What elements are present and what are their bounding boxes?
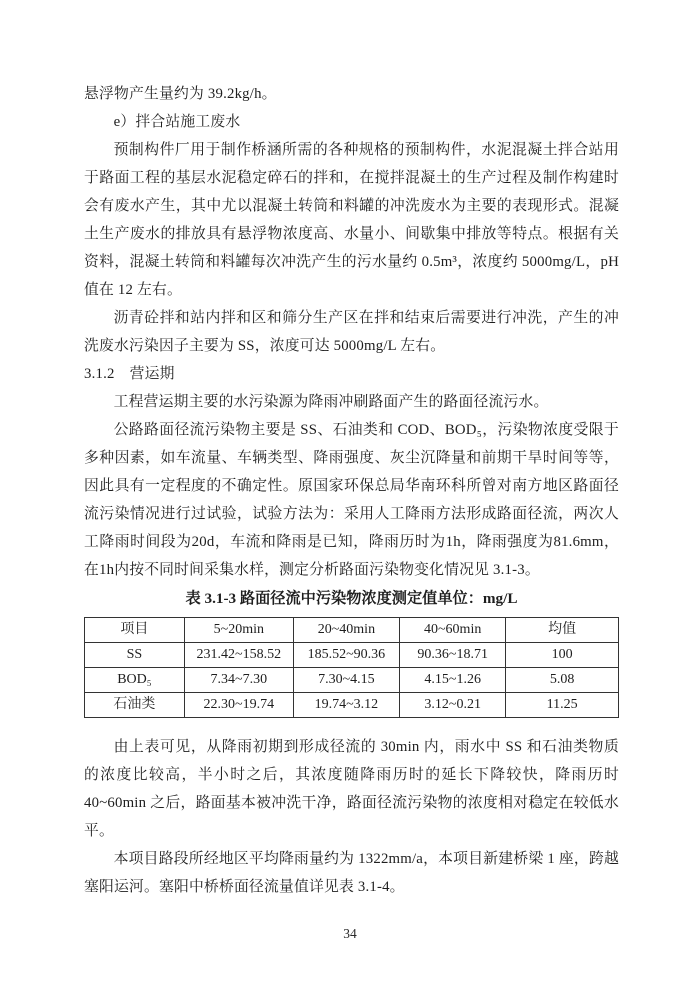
table-cell: 4.15~1.26 bbox=[400, 668, 506, 693]
table-cell: 3.12~0.21 bbox=[400, 693, 506, 718]
table-row-petroleum bbox=[85, 693, 619, 718]
table-cell: SS bbox=[85, 643, 185, 668]
table-header-20-40min: 20~40min bbox=[293, 618, 399, 643]
paragraph-bridge-runoff: 本项目路段所经地区平均降雨量约为 1322mm/a，本项目新建桥梁 1 座，跨越塞阳运河。塞阳中桥桥面径流量值详见表 3.1-4。 bbox=[84, 851, 619, 895]
table-cell: 5.08 bbox=[506, 668, 619, 693]
table-cell: 19.74~3.12 bbox=[293, 693, 399, 718]
paragraph-asphalt-station: 沥青砼拌和站内拌和区和筛分生产区在拌和结束后需要进行冲洗，产生的冲洗废水污染因子主要为 SS，浓度可达 5000mg/L 左右。 bbox=[84, 310, 619, 354]
table-3-1-3-title: 表 3.1-3 路面径流中污染物浓度测定值单位：mg/L bbox=[185, 590, 518, 607]
table-row-ss bbox=[85, 643, 619, 668]
page-number: 34 bbox=[343, 926, 357, 941]
paragraph-runoff-test: 公路路面径流污染物主要是 SS、石油类和 COD、BOD₅，污染物浓度受限于多种因素，如车流量、车辆类型、降雨强度、灰尘沉降量和前期干旱时间等等，因此具有一定程度的不确定性。原国家环保总局华南环科所曾对南方地区路面径流污染情况进行过试验，试验方法为：采用人工降雨方法形成路面径流，两次人工降雨时间段为20d，车流和降雨是已知，降雨历时为1h，降雨强度为81.6mm，在1h内按不同时间采集水样，测定分析路面污染物变化情况见 3.1-3。 bbox=[84, 422, 619, 578]
table-header-row bbox=[85, 618, 619, 643]
table-row-bod5 bbox=[85, 668, 619, 693]
table-cell: 100 bbox=[506, 643, 619, 668]
table-3-1-3 bbox=[84, 617, 619, 718]
section-heading-3-1-2: 3.1.2 营运期 bbox=[84, 366, 175, 382]
table-cell: 231.42~158.52 bbox=[184, 643, 293, 668]
item-e-heading: e）拌合站施工废水 bbox=[113, 114, 241, 130]
table-header-item: 项目 bbox=[85, 618, 185, 643]
paragraph-operation-source: 工程营运期主要的水污染源为降雨冲刷路面产生的路面径流污水。 bbox=[113, 394, 549, 410]
paragraph-prefab-plant: 预制构件厂用于制作桥涵所需的各种规格的预制构件，水泥混凝土拌合站用于路面工程的基层水泥稳定碎石的拌和，在搅拌混凝土的生产过程及制作构建时会有废水产生，其中尤以混凝土转筒和料罐的冲洗废水为主要的表现形式。混凝土生产废水的排放具有悬浮物浓度高、水量小、间歇集中排放等特点。根据有关资料，混凝土转筒和料罐每次冲洗产生的污水量约 0.5m³，浓度约 5000mg/L，pH 值在 12 左右。 bbox=[84, 142, 619, 298]
page-content bbox=[84, 80, 619, 901]
table-cell: 22.30~19.74 bbox=[184, 693, 293, 718]
table-cell: BOD₅ bbox=[85, 668, 185, 693]
table-cell: 石油类 bbox=[85, 693, 185, 718]
paragraph-carryover: 悬浮物产生量约为 39.2kg/h。 bbox=[84, 86, 277, 102]
paragraph-conclusion: 由上表可见，从降雨初期到形成径流的 30min 内，雨水中 SS 和石油类物质的浓度比较高，半小时之后，其浓度随降雨历时的延长下降较快，降雨历时 40~60min 之后，路面基本被冲洗干净，路面径流污染物的浓度相对稳定在较低水平。 bbox=[84, 739, 619, 839]
table-cell: 7.34~7.30 bbox=[184, 668, 293, 693]
table-header-5-20min: 5~20min bbox=[184, 618, 293, 643]
table-header-40-60min: 40~60min bbox=[400, 618, 506, 643]
table-cell: 90.36~18.71 bbox=[400, 643, 506, 668]
table-cell: 185.52~90.36 bbox=[293, 643, 399, 668]
table-cell: 11.25 bbox=[506, 693, 619, 718]
table-cell: 7.30~4.15 bbox=[293, 668, 399, 693]
table-header-mean: 均值 bbox=[506, 618, 619, 643]
